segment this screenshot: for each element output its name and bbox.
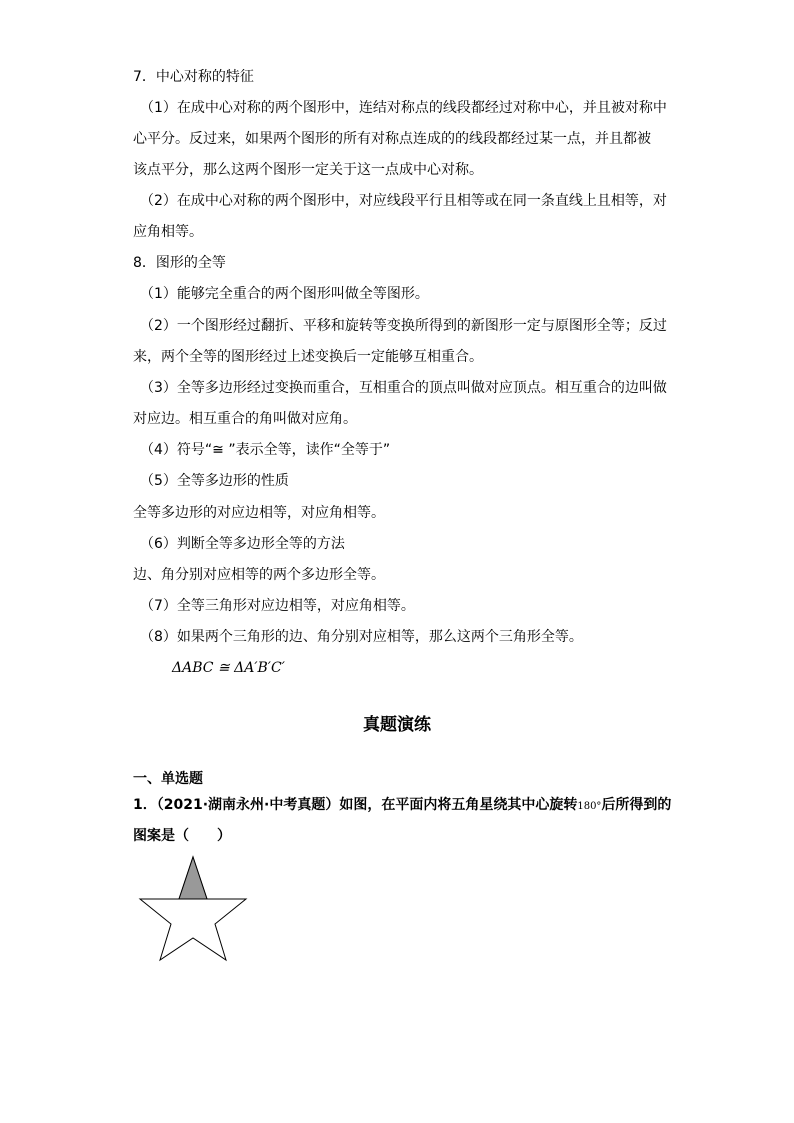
section7-p1-line2: 心平分。反过来，如果两个图形的所有对称点连成的的线段都经过某一点，并且都被 xyxy=(133,131,651,147)
section8-p6-body: 边、角分别对应相等的两个多边形全等。 xyxy=(133,567,385,583)
section7-p2-line2: 应角相等。 xyxy=(133,224,203,240)
question-1-line1 xyxy=(133,795,671,817)
section8-p1: （1）能够完全重合的两个图形叫做全等图形。 xyxy=(140,286,429,302)
section7-p2-line1: （2）在成中心对称的两个图形中，对应线段平行且相等或在同一条直线上且相等，对 xyxy=(140,193,667,209)
section8-p3-line1: （3）全等多边形经过变换而重合，互相重合的顶点叫做对应顶点。相互重合的边叫做 xyxy=(140,380,667,396)
star-shaded-tip xyxy=(179,857,207,899)
star-figure xyxy=(136,855,250,963)
rotation-angle: 180° xyxy=(577,801,602,812)
question-1-text: 1．（2021·湖南永州·中考真题）如图，在平面内将五角星绕其中心旋转 xyxy=(133,797,578,813)
practice-title: 真题演练 xyxy=(363,715,431,735)
section8-p2-line1: （2）一个图形经过翻折、平移和旋转等变换所得到的新图形一定与原图形全等；反过 xyxy=(140,318,667,334)
section8-p6: （6）判断全等多边形全等的方法 xyxy=(140,536,345,552)
question-1-text-end: 后所得到的 xyxy=(601,797,672,813)
section8-p3-line2: 对应边。相互重合的角叫做对应角。 xyxy=(133,411,357,427)
section8-p2-line2: 来，两个全等的图形经过上述变换后一定能够互相重合。 xyxy=(133,349,483,365)
section7-p1-line3: 该点平分，那么这两个图形一定关于这一点成中心对称。 xyxy=(133,162,483,178)
section8-p8: （8）如果两个三角形的边、角分别对应相等，那么这两个三角形全等。 xyxy=(140,629,583,645)
section7-p1-line1: （1）在成中心对称的两个图形中，连结对称点的线段都经过对称中心，并且被对称中 xyxy=(140,100,667,116)
question-group-heading: 一、单选题 xyxy=(133,771,203,787)
section8-p5-body: 全等多边形的对应边相等，对应角相等。 xyxy=(133,505,385,521)
section8-p7: （7）全等三角形对应边相等，对应角相等。 xyxy=(140,598,415,614)
section8-p4: （4）符号“≅ ”表示全等，读作“全等于” xyxy=(140,442,391,458)
section8-p5: （5）全等多边形的性质 xyxy=(140,473,289,489)
question-1-line2: 图案是（ ） xyxy=(133,828,231,844)
section7-heading: 7．中心对称的特征 xyxy=(133,69,254,85)
congruence-formula: ΔABC ≅ ΔA′B′C′ xyxy=(172,660,285,676)
section8-heading: 8．图形的全等 xyxy=(133,255,226,271)
